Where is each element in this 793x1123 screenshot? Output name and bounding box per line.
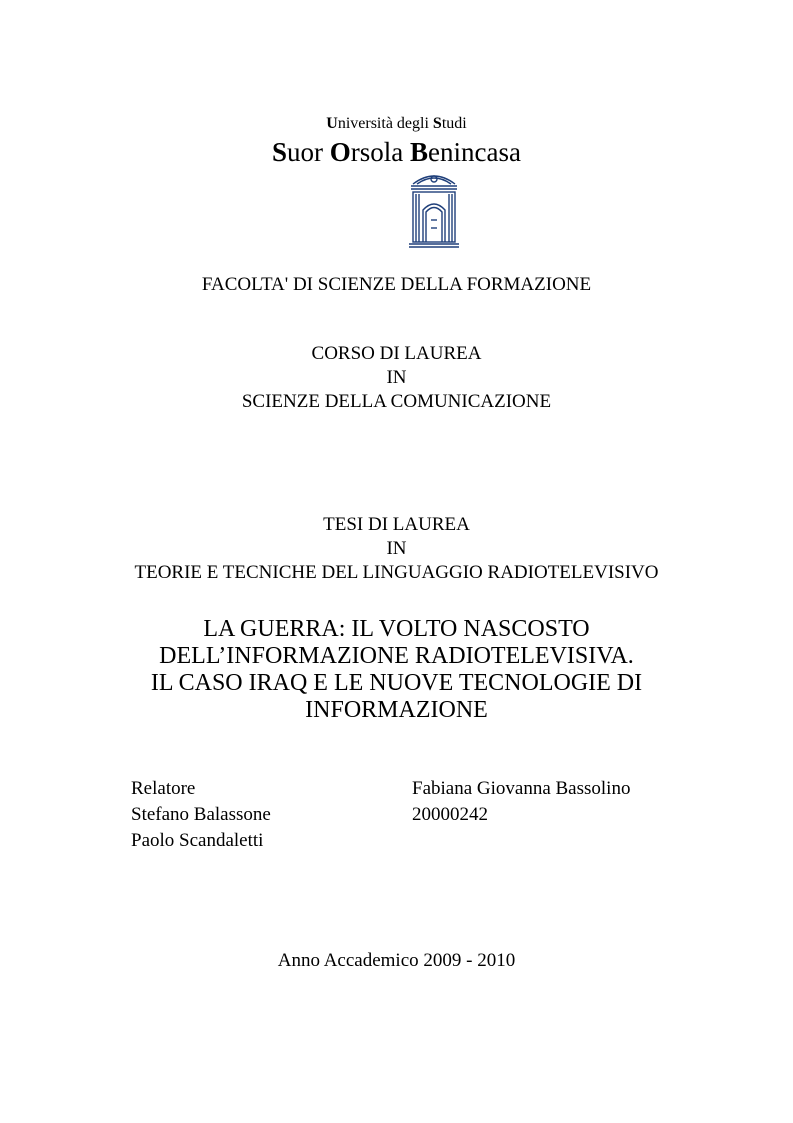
- faculty-heading: FACOLTA' DI SCIENZE DELLA FORMAZIONE: [201, 274, 592, 295]
- university-label: Università degli Studi: [326, 115, 467, 132]
- thesis-subject-line: IN: [386, 538, 407, 559]
- degree-course: [0, 342, 793, 414]
- degree-course-line: SCIENZE DELLA COMUNICAZIONE: [241, 391, 552, 412]
- supervisors-block: [131, 776, 271, 854]
- thesis-title: [0, 616, 793, 724]
- candidate-block: [412, 776, 630, 828]
- thesis-subject-line: TESI DI LAUREA: [323, 514, 470, 535]
- thesis-title-line: INFORMAZIONE: [305, 697, 488, 723]
- supervisor-name: Stefano Balassone: [131, 804, 271, 825]
- supervisor-label: Relatore: [131, 778, 196, 799]
- thesis-title-line: DELL’INFORMAZIONE RADIOTELEVISIVA.: [159, 643, 634, 669]
- academic-year: Anno Accademico 2009 - 2010: [277, 950, 516, 971]
- thesis-title-line: IL CASO IRAQ E LE NUOVE TECNOLOGIE DI: [150, 670, 643, 696]
- university-building-emblem-icon: [407, 170, 461, 248]
- thesis-subject: [0, 513, 793, 585]
- candidate-name: Fabiana Giovanna Bassolino: [412, 778, 631, 799]
- thesis-title-line: LA GUERRA: IL VOLTO NASCOSTO: [203, 616, 590, 642]
- university-name: Suor Orsola Benincasa: [272, 137, 521, 167]
- candidate-student-id: 20000242: [412, 804, 488, 825]
- supervisor-name: Paolo Scandaletti: [131, 830, 264, 851]
- degree-course-line: IN: [386, 367, 407, 388]
- thesis-subject-line: TEORIE E TECNICHE DEL LINGUAGGIO RADIOTELEVISIVO: [134, 562, 659, 583]
- degree-course-line: CORSO DI LAUREA: [311, 343, 482, 364]
